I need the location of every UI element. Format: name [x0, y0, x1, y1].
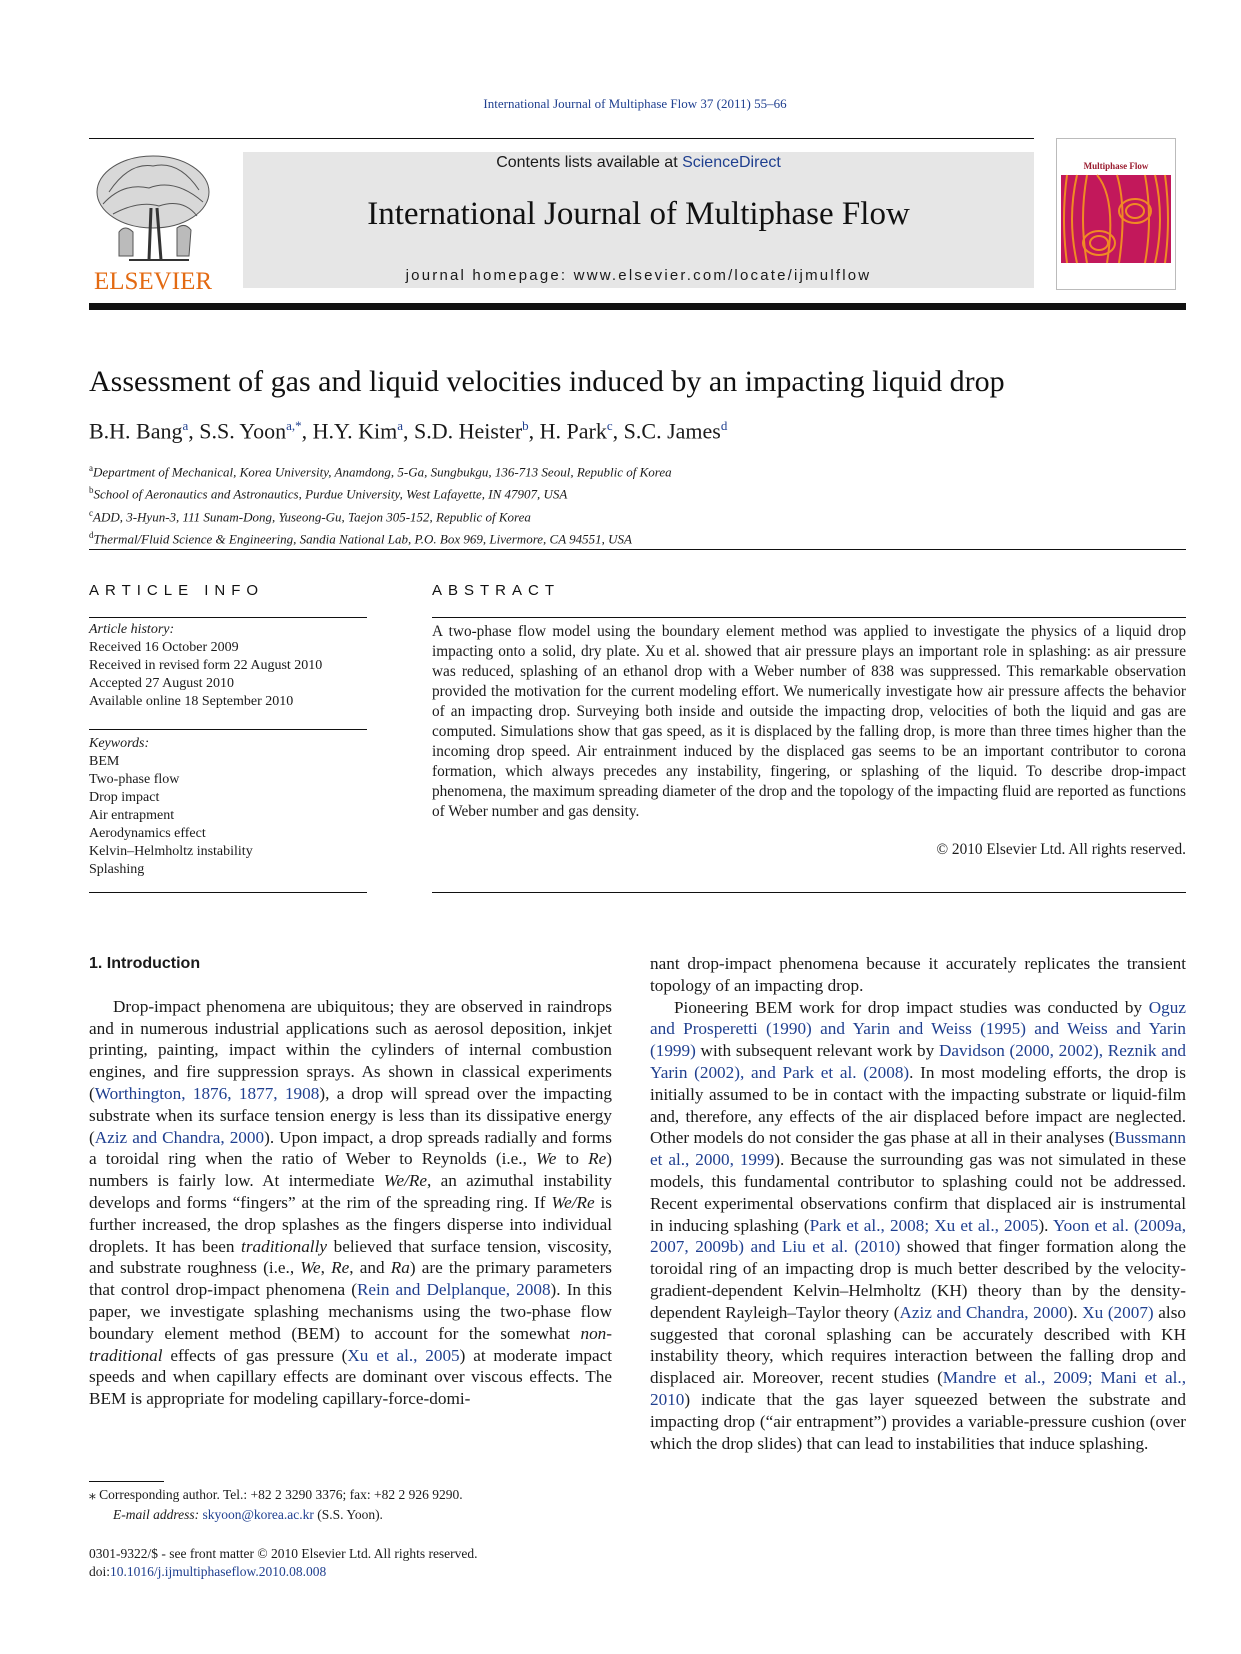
affiliation-item: $^d$Thermal/Fluid Science & Engineering, Sandia National Lab, P.O. Box 969, Livermore, CA 94551, USA [89, 529, 632, 547]
author-affiliation-marker[interactable]: b [522, 418, 529, 433]
elsevier-wordmark[interactable]: ELSEVIER [93, 268, 213, 295]
footnotes [89, 1485, 463, 1525]
history-item: Received 16 October 2009 [89, 640, 239, 655]
citation-link[interactable]: Worthington, 1876, 1877, 1908 [94, 1083, 320, 1103]
author-affiliation-marker[interactable]: c [606, 418, 613, 433]
section-heading: 1. Introduction [89, 955, 201, 972]
abstract-rule [432, 617, 1186, 618]
header-thick-rule [89, 303, 1186, 310]
abstract-rule [432, 892, 1186, 893]
email-link[interactable]: skyoon@korea.ac.kr [202, 1507, 314, 1522]
journal-homepage[interactable]: journal homepage: www.elsevier.com/locate/ijmulflow [405, 267, 872, 284]
journal-cover-thumbnail[interactable] [1056, 138, 1176, 290]
keyword-item[interactable]: BEM [89, 754, 120, 769]
keywords-block [89, 735, 253, 879]
citation-link[interactable]: Davidson (2000, 2002), Reznik and Yarin (2002), and Park et al. (2008) [650, 1041, 1187, 1082]
cover-title: Multiphase Flow [1083, 161, 1149, 171]
citation-link[interactable]: Xu (2007) [1082, 1302, 1154, 1322]
body-left-column [89, 953, 612, 1410]
citation-link[interactable]: Mandre et al., 2009; Mani et al., 2010 [650, 1368, 1186, 1409]
email-note: E-mail address: skyoon@korea.ac.kr (S.S. Yoon). [113, 1507, 383, 1522]
abstract-text: A two-phase flow model using the boundary element method was applied to investigate the physics of a liquid drop impacting onto a solid, dry plate. Xu et al. showed that air pressure plays an important role in splashing: as air pressure was reduced, splashing of an ethanol drop with a Weber number of 838 was suppressed. This remarkable observation provided the motivation for the current modeling effort. We numerically investigate how air pressure affects the behavior of an impacting drop. Surveying both inside and outside the impacting drop, velocities of both the liquid and gas are computed. Simulations show that gas speed, as it is displaced by the falling drop, is more than three times higher than the incoming drop speed. Air entrainment induced by the displaced gas seems to be an important contributor to corona formation, which always precedes any instability, fingering, or splashing of the liquid. To describe drop-impact phenomena, the maximum spreading diameter of the drop and the topology of the impacting fluid are reported as functions of Weber number and gas density. [432, 623, 1186, 820]
keyword-item[interactable]: Two-phase flow [89, 772, 180, 787]
author-affiliation-marker[interactable]: a [397, 418, 403, 433]
citation-link[interactable]: Oguz and Prosperetti (1990) and Yarin and Weiss (1995) and Weiss and Yarin (1999) [650, 997, 1186, 1061]
affiliation-list [89, 459, 672, 548]
author-name[interactable]: S.S. Yoon [199, 418, 287, 444]
header-rule [89, 138, 1034, 139]
body-paragraph: nant drop-impact phenomena because it accurately replicates the transient topology of an impacting drop. [650, 954, 1186, 995]
author-name[interactable]: H. Park [539, 418, 607, 444]
abstract-copyright: © 2010 Elsevier Ltd. All rights reserved. [936, 841, 1186, 858]
author-affiliation-marker[interactable]: a [182, 418, 189, 433]
doi-link[interactable]: 10.1016/j.ijmultiphaseflow.2010.08.008 [110, 1564, 327, 1579]
history-label: Article history: [89, 622, 175, 637]
body-right-column [650, 953, 1186, 1454]
keyword-item[interactable]: Air entrapment [89, 808, 175, 823]
keyword-item[interactable]: Kelvin–Helmholtz instability [89, 844, 253, 859]
issn-line: 0301-9322/$ - see front matter © 2010 Elsevier Ltd. All rights reserved. [89, 1546, 478, 1561]
affiliation-item: $^a$Department of Mechanical, Korea University, Anamdong, 5-Ga, Sungbukgu, 136-713 Seoul, Republic of Korea [89, 463, 672, 480]
citation-link[interactable]: Bussmann et al., 2000, 1999 [650, 1128, 1186, 1170]
citation-link[interactable]: Rein and Delplanque, 2008 [356, 1280, 551, 1300]
author-name[interactable]: H.Y. Kim [312, 418, 398, 444]
article-history [89, 621, 322, 711]
info-rule [89, 729, 367, 730]
corresponding-author-note: ⁎ Corresponding author. Tel.: +82 2 3290 3376; fax: +82 2 926 9290. [89, 1487, 463, 1502]
author-affiliation-marker[interactable]: d [720, 418, 728, 433]
history-item: Accepted 27 August 2010 [89, 676, 235, 691]
keyword-item[interactable]: Splashing [89, 862, 145, 877]
article-title: Assessment of gas and liquid velocities induced by an impacting liquid drop [89, 365, 1005, 398]
citation-link[interactable]: Park et al., 2008; Xu et al., 2005 [809, 1215, 1039, 1235]
info-rule [89, 892, 367, 893]
footnote-rule [89, 1481, 164, 1482]
affiliation-item: $^b$School of Aeronautics and Astronautics, Purdue University, West Lafayette, IN 47907, USA [89, 485, 568, 502]
affiliation-rule [89, 549, 1186, 550]
keyword-item[interactable]: Aerodynamics effect [89, 826, 206, 841]
keyword-item[interactable]: Drop impact [89, 790, 160, 805]
sciencedirect-link[interactable]: ScienceDirect [682, 154, 781, 171]
journal-title: International Journal of Multiphase Flow [367, 196, 910, 232]
citation-link[interactable]: Aziz and Chandra, 2000 [899, 1302, 1068, 1322]
citation-link[interactable]: Aziz and Chandra, 2000 [94, 1127, 265, 1147]
info-rule [89, 617, 367, 618]
author-name[interactable]: S.D. Heister [414, 418, 523, 444]
front-matter-info [89, 1545, 478, 1581]
author-name[interactable]: S.C. James [623, 418, 721, 444]
history-item: Received in revised form 22 August 2010 [89, 658, 323, 673]
abstract-heading: ABSTRACT [432, 582, 561, 599]
doi-line: doi:10.1016/j.ijmultiphaseflow.2010.08.008 [89, 1564, 327, 1579]
journal-citation[interactable]: International Journal of Multiphase Flow 37 (2011) 55–66 [483, 96, 787, 111]
citation-link[interactable]: Yoon et al. (2009a, 2007, 2009b) and Liu et al. (2010) [650, 1215, 1186, 1257]
history-item: Available online 18 September 2010 [89, 694, 294, 709]
body-paragraph: Drop-impact phenomena are ubiquitous; they are observed in raindrops and in numerous industrial applications such as aerosol deposition, inkjet printing, painting, impact within the cylinders of internal combustion engines, and fire suppression sprays. As shown in classical experiments (Worthington, 1876, 1877, 1908), a drop will spread over the impacting substrate when its surface tension energy is less than its dissipative energy (Aziz and Chandra, 2000). Upon impact, a drop spreads radially and forms a toroidal ring when the ratio of Weber to Reynolds (i.e., We to Re) numbers is fairly low. At intermediate We/Re, an azimuthal instability develops and forms “fingers” at the rim of the spreading ring. If We/Re is further increased, the drop splashes as the fingers disperse into individual droplets. It has been traditionally believed that surface tension, viscosity, and substrate roughness (i.e., We, Re, and Ra) are the primary parameters that control drop-impact phenomena (Rein and Delplanque, 2008). In this paper, we investigate splashing mechanisms using the two-phase flow boundary element method (BEM) to account for the somewhat non-traditional effects of gas pressure (Xu et al., 2005) at moderate impact speeds and when capillary effects are dominant over viscous effects. The BEM is appropriate for modeling capillary-force-domi- [89, 996, 612, 1409]
affiliation-item: $^c$ADD, 3-Hyun-3, 111 Sunam-Dong, Yuseong-Gu, Taejon 305-152, Republic of Korea [89, 507, 531, 524]
author-name[interactable]: B.H. Bang [89, 418, 183, 444]
author-list: B.H. Bang$^a$, S.S. Yoon$^{a,*}$, H.Y. Kim$^a$, S.D. Heister$^b$, H. Park$^c$, S.C. James$^d$ [89, 418, 728, 444]
article-info-heading: ARTICLE INFO [89, 582, 265, 599]
body-paragraph: Pioneering BEM work for drop impact studies was conducted by Oguz and Prosperetti (1990) and Yarin and Weiss (1995) and Weiss and Yarin (1999) with subsequent relevant work by Davidson (2000, 2002), Reznik and Yarin (2002), and Park et al. (2008). In most modeling efforts, the drop is initially assumed to be in contact with the impacting substrate or liquid-film and, therefore, any effects of the air displaced before impact are neglected. Other models do not consider the gas phase at all in their analyses (Bussmann et al., 2000, 1999). Because the surrounding gas was not simulated in these models, this fundamental contributor to splashing could not be addressed. Recent experimental observations confirm that displaced air is instrumental in inducing splashing (Park et al., 2008; Xu et al., 2005). Yoon et al. (2009a, 2007, 2009b) and Liu et al. (2010) showed that finger formation along the toroidal ring of an impacting drop is much better described by the velocity-gradient-dependent Kelvin–Helmholtz (KH) theory than by the density-dependent Rayleigh–Taylor theory (Aziz and Chandra, 2000). Xu (2007) also suggested that coronal splashing can be accurately described with KH instability theory, which requires interaction between the falling drop and displaced air. Moreover, recent studies (Mandre et al., 2009; Mani et al., 2010) indicate that the gas layer squeezed between the substrate and impacting drop (“air entrapment”) provides a variable-pressure cushion (over which the drop slides) that can lead to instabilities that induce splashing. [650, 997, 1187, 1453]
journal-banner [243, 152, 1034, 288]
keywords-label: Keywords: [89, 736, 150, 751]
contents-line: Contents lists available at ScienceDirect [496, 154, 781, 171]
citation-link[interactable]: Xu et al., 2005 [347, 1345, 460, 1365]
author-affiliation-marker[interactable]: a,* [286, 418, 302, 433]
